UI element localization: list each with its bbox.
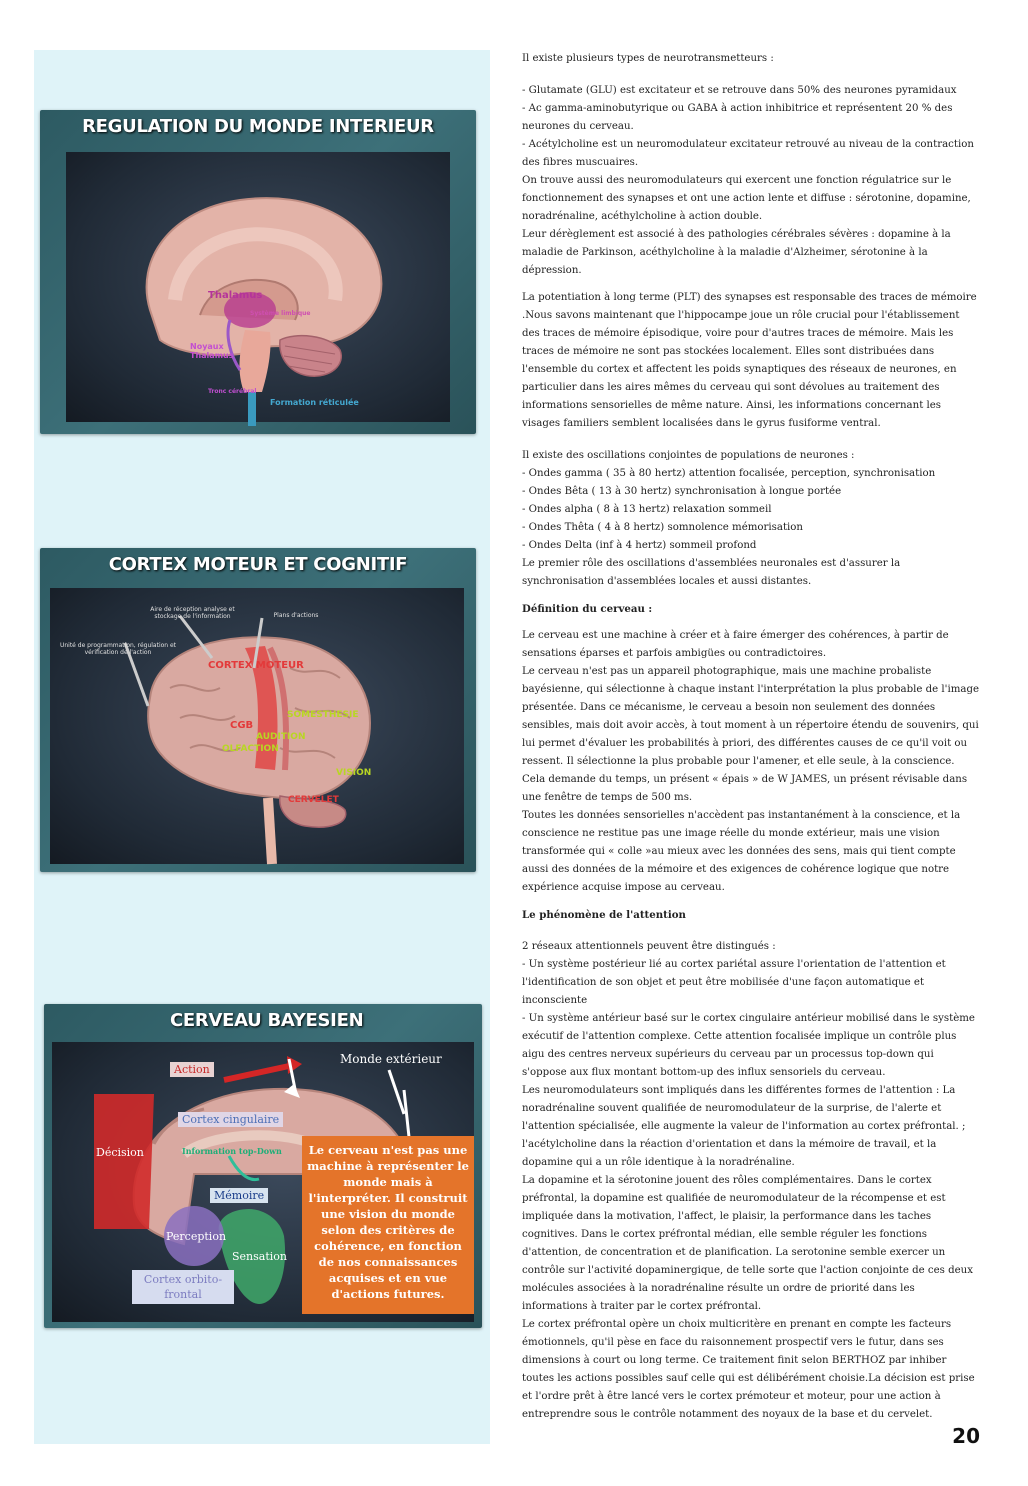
paragraph: - Glutamate (GLU) est excitateur et se retrouve dans 50% des neurones pyramidaux xyxy=(522,85,957,96)
orange-callout: Le cerveau n'est pas une machine à représenter le monde mais à l'interpréter. Il construit une vision du monde selon des critères de cohérence, en fonction de nos connaissances acquises et en vue d'actions futures. xyxy=(302,1136,474,1314)
label-information-top-down: Information top-Down xyxy=(182,1146,282,1156)
paragraph: Il existe plusieurs types de neurotransmetteurs : xyxy=(522,53,774,64)
label-cgb: CGB xyxy=(230,720,254,731)
label-somesthesie: SOMESTHESIE xyxy=(287,710,359,720)
page-number: 20 xyxy=(952,1424,980,1448)
label-olfaction: OLFACTION xyxy=(222,744,279,754)
brain-lateral-illustration xyxy=(40,548,476,872)
paragraph: - Acétylcholine est un neuromodulateur excitateur retrouvé au niveau de la contraction des fibres muscuaires. xyxy=(522,139,974,168)
label-formation-reticulee: Formation réticulée xyxy=(270,398,359,407)
paragraph: Leur dérèglement est associé à des pathologies cérébrales sévères : dopamine à la maladie de Parkinson, acéthylcholine à la maladie d'Alzheimer, sérotonine à la dépression. xyxy=(522,229,951,276)
slide-title: CORTEX MOTEUR ET COGNITIF xyxy=(108,554,408,575)
brain-sagittal-illustration xyxy=(40,110,476,434)
section-heading: Définition du cerveau : xyxy=(522,603,653,615)
label-noyaux-thalamus: Noyaux Thalamus xyxy=(190,342,234,360)
label-sensation: Sensation xyxy=(232,1250,287,1263)
paragraph: Le cortex préfrontal opère un choix multicritère en prenant en compte les facteurs émotionnels, qu'il pèse en face du raisonnement prospectif vers le futur, dans ses dimensions à court ou long terme. Ce traitement finit selon BERTHOZ par inhiber toutes les actions possibles sauf celle qui est délibérément choisie.La décision est prise et l'ordre prêt à être lancé vers le cortex prémoteur et moteur, pour une action à entreprendre sous le contrôle notamment des noyaux de la base et du cervelet. xyxy=(522,1319,975,1420)
annotation-reception: Aire de réception analyse et stockage de l'information xyxy=(150,606,235,620)
paragraph: 2 réseaux attentionnels peuvent être distingués : xyxy=(522,941,776,952)
annotation-unite-programmation: Unité de programmation, régulation et vérification de l'action xyxy=(59,642,177,656)
article-text xyxy=(522,50,980,1424)
paragraph: - Ondes Delta (inf à 4 hertz) sommeil profond xyxy=(522,540,757,551)
label-decision: Décision xyxy=(96,1146,144,1159)
label-vision: VISION xyxy=(336,768,372,778)
slide-regulation xyxy=(40,110,476,434)
label-perception: Perception xyxy=(166,1230,227,1243)
label-audition: AUDITION xyxy=(256,732,306,742)
label-action: Action xyxy=(170,1062,214,1077)
paragraph: On trouve aussi des neuromodulateurs qui exercent une fonction régulatrice sur le fonctionnement des synapses et ont une action lente et diffuse : sérotonine, dopamine, noradrénaline, acéthylcholine à action double. xyxy=(522,175,971,222)
paragraph: Toutes les données sensorielles n'accèdent pas instantanément à la conscience, et la conscience ne restitue pas une image réelle du monde extérieur, mais une vision transformée qui « colle »au mieux avec les données des sens, mais qui tient compte aussi des données de la mémoire et des exigences de cohérence logique que notre expérience acquise impose au cerveau. xyxy=(522,810,961,893)
paragraph: Il existe des oscillations conjointes de populations de neurones : xyxy=(522,450,855,461)
label-monde-exterieur: Monde extérieur xyxy=(340,1052,442,1066)
annotation-plans-actions: Plans d'actions xyxy=(273,612,319,619)
paragraph: La dopamine et la sérotonine jouent des rôles complémentaires. Dans le cortex préfrontal, la dopamine est qualifiée de neuromodulateur de la récompense et est impliquée dans la motivation, l'affect, le plaisir, la performance dans les taches cognitives. Dans le cortex préfrontal médian, elle semble réguler les fonctions d'attention, de concentration et de planification. La serotonine semble exercer un contrôle sur l'activité dopaminergique, de telle sorte que l'action conjointe de ces deux molécules associées à la noradrénaline résulte un ordre de priorité dans les informations à traiter par le cortex préfrontal. xyxy=(522,1175,973,1312)
paragraph: Le cerveau est une machine à créer et à faire émerger des cohérences, à partir de sensations éparses et parfois ambigües ou contradictoires. xyxy=(522,630,949,659)
paragraph: Le cerveau n'est pas un appareil photographique, mais une machine probaliste bayésienne, qui sélectionne à chaque instant l'interprétation la plus probable de l'image présentée. Dans ce mécanisme, le cerveau a besoin non seulement des données sensibles, mais doit avoir accès, à tout moment à un répertoire étendu de souvenirs, qui lui permet d'évaluer les probabilités à priori, des différentes causes de ce qu'il voit ou ressent. Il sélectionne la plus probable pour l'amener, et elle seule, à la conscience. xyxy=(522,666,980,767)
section-heading: Le phénomène de l'attention xyxy=(522,909,686,921)
paragraph: - Ondes Bêta ( 13 à 30 hertz) synchronisation à longue portée xyxy=(522,486,842,497)
slide-cerveau-bayesien xyxy=(44,1004,482,1328)
slide-title: REGULATION DU MONDE INTERIEUR xyxy=(82,116,434,137)
label-tronc-cerebral: Tronc cérébral xyxy=(208,388,257,395)
paragraph: - Ondes Thêta ( 4 à 8 hertz) somnolence mémorisation xyxy=(522,522,803,533)
label-thalamus: Thalamus xyxy=(208,290,263,301)
label-cortex-moteur: CORTEX MOTEUR xyxy=(208,660,304,671)
paragraph: - Un système antérieur basé sur le cortex cingulaire antérieur mobilisé dans le système exécutif de l'attention complexe. Cette attention focalisée implique un contrôle plus aigu des centres nerveux supérieurs du cerveau par un processus top-down qui s'oppose aux flux montant bottom-up des influx sensoriels du cerveau. xyxy=(522,1013,975,1078)
paragraph: Les neuromodulateurs sont impliqués dans les différentes formes de l'attention : La noradrénaline souvent qualifiée de neuromodulateur de la surprise, de l'alerte et l'attention spécialisée, elle augmente la valeur de l'information au cortex préfrontal. ; l'acétylcholine dans la réaction d'orientation et dans la mémoire de travail, et la dopamine qui a un rôle identique à la noradrénaline. xyxy=(522,1085,966,1168)
label-memoire: Mémoire xyxy=(210,1188,268,1203)
paragraph: - Ondes alpha ( 8 à 13 hertz) relaxation sommeil xyxy=(522,504,772,515)
slide-title: CERVEAU BAYESIEN xyxy=(170,1010,364,1031)
paragraph: - Un système postérieur lié au cortex pariétal assure l'orientation de l'attention et l'identification de son objet et peut être mobilisée d'une façon automatique et inconsciente xyxy=(522,959,946,1006)
paragraph: Cela demande du temps, un présent « épais » de W JAMES, un présent révisable dans une fenêtre de temps de 500 ms. xyxy=(522,774,968,803)
slide-cortex-moteur xyxy=(40,548,476,872)
paragraph: - Ondes gamma ( 35 à 80 hertz) attention focalisée, perception, synchronisation xyxy=(522,468,936,479)
label-cortex-cingulaire: Cortex cingulaire xyxy=(178,1112,283,1127)
label-cortex-orbito-frontal: Cortex orbito-frontal xyxy=(132,1270,234,1304)
label-systeme-limbique: Système limbique xyxy=(250,310,311,317)
label-cervelet: CERVELET xyxy=(288,795,339,805)
paragraph: Le premier rôle des oscillations d'assemblées neuronales est d'assurer la synchronisation d'assemblées locales et aussi distantes. xyxy=(522,558,901,587)
paragraph: La potentiation à long terme (PLT) des synapses est responsable des traces de mémoire .Nous savons maintenant que l'hippocampe joue un rôle crucial pour l'établissement des traces de mémoire épisodique, voire pour d'autres traces de mémoire. Mais les traces de mémoire ne sont pas stockées localement. Elles sont distribuées dans l'ensemble du cortex et affectent les poids synaptiques des réseaux de neurones, en particulier dans les aires mêmes du cerveau qui sont dévolues au traitement des informations sensorielles de même nature. Ainsi, les informations concernant les visages familiers semblent localisées dans le gyrus fusiforme ventral. xyxy=(522,292,977,429)
paragraph: - Ac gamma-aminobutyrique ou GABA à action inhibitrice et représentent 20 % des neurones du cerveau. xyxy=(522,103,953,132)
